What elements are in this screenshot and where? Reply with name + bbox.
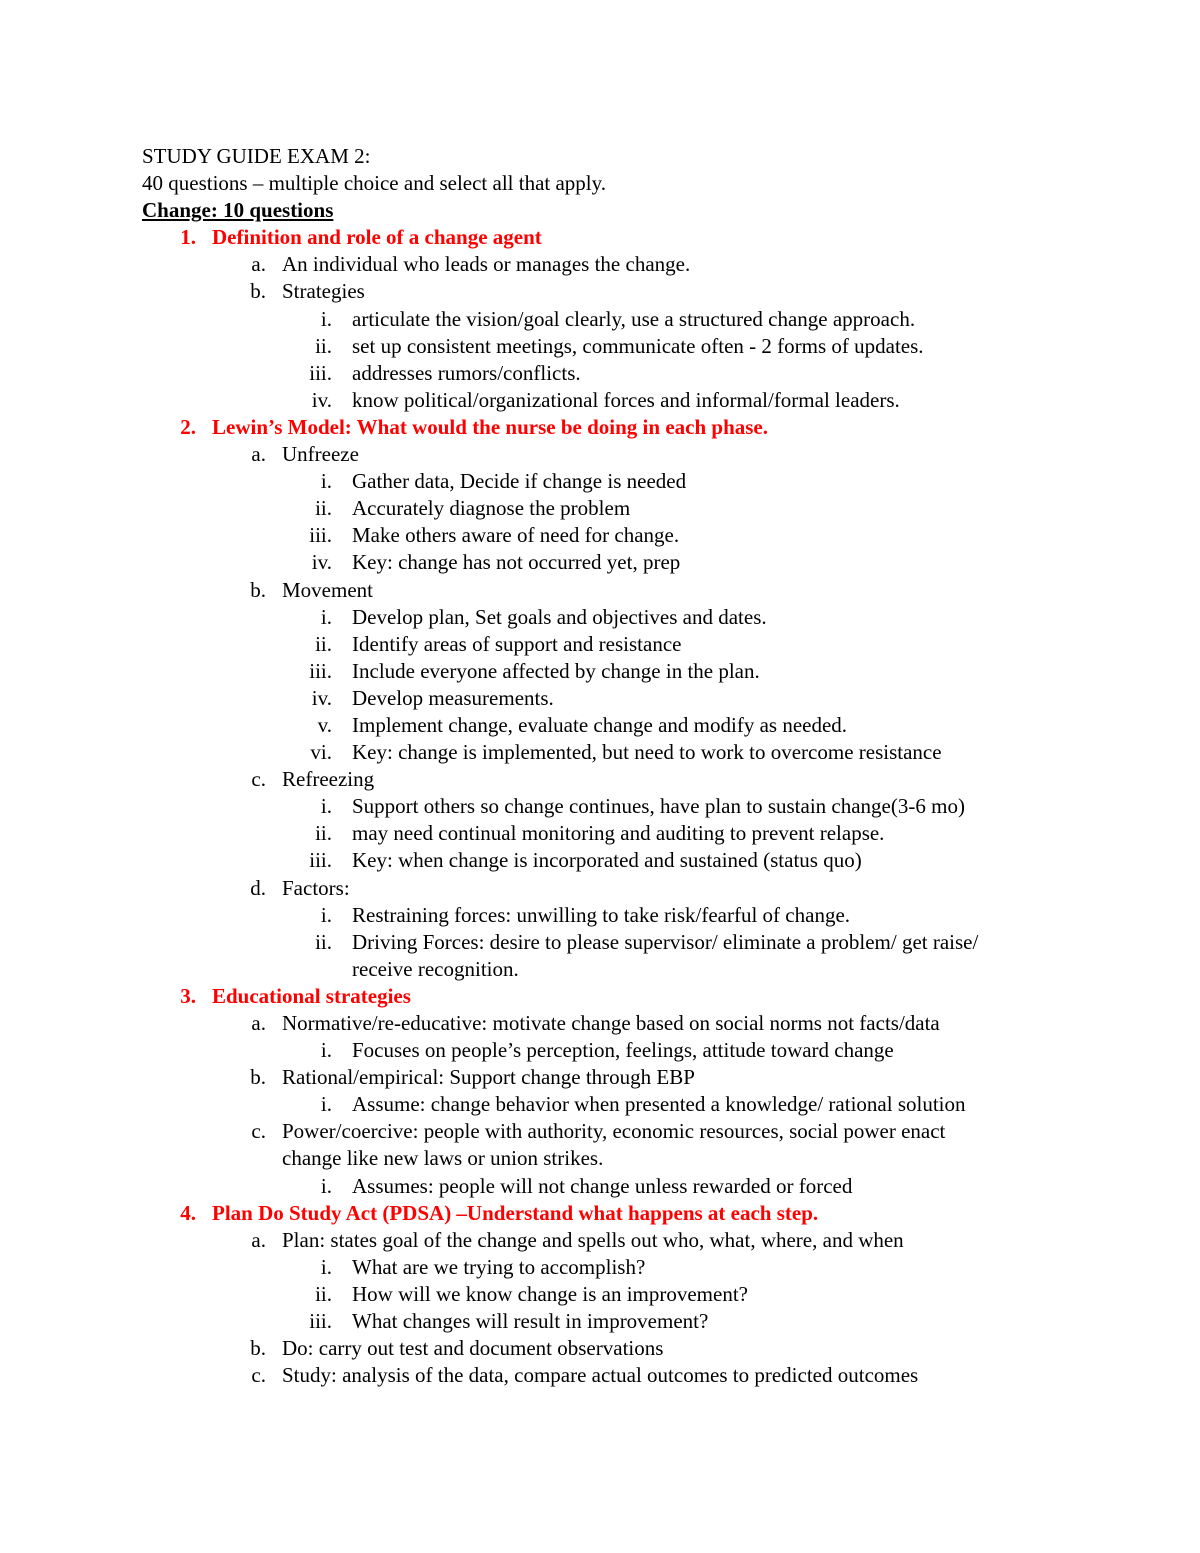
list-marker: b.: [250, 279, 266, 304]
topic-heading: [142, 414, 1102, 441]
sub-list-item: [142, 712, 1102, 739]
list-item-text: Gather data, Decide if change is needed: [352, 469, 687, 494]
list-marker: i.: [320, 1038, 332, 1063]
list-marker: iii.: [309, 658, 332, 683]
list-item-text: How will we know change is an improvement?: [352, 1281, 748, 1306]
list-item: [142, 278, 1102, 305]
list-marker: iii.: [309, 360, 332, 385]
list-item-text: Do: carry out test and document observations: [282, 1336, 664, 1361]
list-marker: ii.: [315, 333, 332, 358]
sub-list-item: [142, 1173, 1102, 1200]
sub-list-item: [142, 306, 1102, 333]
document-subtitle-line: [142, 170, 1102, 197]
list-item-text: Assumes: people will not change unless rewarded or forced: [352, 1173, 853, 1198]
list-item-text: receive recognition.: [352, 956, 519, 981]
list-item-text: Definition and role of a change agent: [212, 225, 542, 250]
list-item-text: Driving Forces: desire to please supervisor/ eliminate a problem/ get raise/: [352, 929, 979, 954]
list-marker: i.: [320, 469, 332, 494]
list-item-text: Study: analysis of the data, compare actual outcomes to predicted outcomes: [282, 1363, 919, 1388]
sub-list-item: [142, 360, 1102, 387]
list-item-text: Rational/empirical: Support change through EBP: [282, 1065, 695, 1090]
list-item: [142, 251, 1102, 278]
list-marker: b.: [250, 1065, 266, 1090]
sub-list-item: [142, 631, 1102, 658]
list-marker: i.: [320, 902, 332, 927]
list-marker: c.: [251, 1363, 266, 1388]
list-marker: 2.: [180, 414, 196, 439]
list-item-text: Normative/re-educative: motivate change based on social norms not facts/data: [282, 1011, 940, 1035]
list-item-text: know political/organizational forces and informal/formal leaders.: [352, 387, 900, 412]
sub-list-item: [142, 793, 1102, 820]
list-marker: a.: [251, 1011, 266, 1035]
list-item-text: Develop measurements.: [352, 685, 554, 710]
list-item-text: change like new laws or union strikes.: [282, 1146, 604, 1171]
list-marker: vi.: [310, 740, 332, 765]
list-item-text: may need continual monitoring and auditing to prevent relapse.: [352, 821, 885, 846]
list-marker: ii.: [315, 496, 332, 521]
list-marker: c.: [251, 767, 266, 792]
list-marker: d.: [250, 875, 266, 900]
sub-list-item: [142, 739, 1102, 766]
list-marker: ii.: [315, 929, 332, 954]
list-item-text: Power/coercive: people with authority, economic resources, social power enact: [282, 1119, 946, 1144]
sub-list-item: [142, 685, 1102, 712]
list-item-text: Lewin’s Model: What would the nurse be doing in each phase.: [212, 414, 768, 439]
list-item-text: Identify areas of support and resistance: [352, 631, 682, 656]
list-item-text: articulate the vision/goal clearly, use a structured change approach.: [352, 306, 916, 331]
list-marker: a.: [251, 1227, 266, 1252]
topic-heading: [142, 1200, 1102, 1227]
list-item-text: Factors:: [282, 875, 350, 900]
list-item-text: Movement: [282, 577, 373, 602]
list-item-text: Implement change, evaluate change and modify as needed.: [352, 712, 848, 737]
list-item-text: Plan Do Study Act (PDSA) –Understand what happens at each step.: [212, 1200, 819, 1225]
list-item: [142, 1335, 1102, 1362]
list-item: [142, 1227, 1102, 1254]
list-marker: 4.: [180, 1200, 196, 1225]
list-marker: i.: [320, 1254, 332, 1279]
list-marker: i.: [320, 1173, 332, 1198]
list-marker: 3.: [180, 983, 196, 1008]
list-item-text: Key: change is implemented, but need to work to overcome resistance: [352, 740, 942, 765]
list-item-text: Assume: change behavior when presented a knowledge/ rational solution: [352, 1092, 966, 1117]
sub-list-item: [142, 658, 1102, 685]
sub-list-item-continuation: [142, 956, 1102, 983]
sub-list-item: [142, 929, 1102, 956]
list-item-text: set up consistent meetings, communicate often - 2 forms of updates.: [352, 333, 924, 358]
list-item-text: Accurately diagnose the problem: [352, 496, 631, 521]
list-marker: v.: [317, 712, 332, 737]
list-marker: iv.: [311, 387, 332, 412]
sub-list-item: [142, 1308, 1102, 1335]
sub-list-item: [142, 468, 1102, 495]
sub-list-item: [142, 549, 1102, 576]
list-marker: i.: [320, 604, 332, 629]
sub-list-item: [142, 902, 1102, 929]
sub-list-item: [142, 820, 1102, 847]
list-marker: iii.: [309, 523, 332, 548]
list-item-text: Educational strategies: [212, 983, 411, 1008]
list-marker: iv.: [311, 685, 332, 710]
list-marker: i.: [320, 306, 332, 331]
list-marker: iv.: [311, 550, 332, 575]
list-item-text: Plan: states goal of the change and spells out who, what, where, and when: [282, 1227, 904, 1252]
list-item-text: Make others aware of need for change.: [352, 523, 680, 548]
list-item-text: Key: change has not occurred yet, prep: [352, 550, 681, 575]
list-item-text: Strategies: [282, 279, 365, 304]
sub-list-item: [142, 1254, 1102, 1281]
document-subtitle: 40 questions – multiple choice and select all that apply.: [142, 171, 607, 196]
list-item-text: Focuses on people’s perception, feelings, attitude toward change: [352, 1038, 894, 1063]
sub-list-item: [142, 847, 1102, 874]
list-item-text: addresses rumors/conflicts.: [352, 360, 581, 385]
list-item-text: An individual who leads or manages the change.: [282, 252, 691, 277]
list-item-text: Refreezing: [282, 767, 375, 792]
list-marker: i.: [320, 1092, 332, 1117]
list-marker: b.: [250, 577, 266, 602]
document-title-line: [142, 143, 1102, 170]
list-item-text: Develop plan, Set goals and objectives and dates.: [352, 604, 767, 629]
sub-list-item: [142, 522, 1102, 549]
section-heading-line: [142, 197, 1102, 224]
list-marker: 1.: [180, 225, 196, 250]
list-item: [142, 577, 1102, 604]
outline-list: [142, 224, 1102, 1389]
document-title: STUDY GUIDE EXAM 2:: [142, 144, 371, 168]
list-item-text: Restraining forces: unwilling to take risk/fearful of change.: [352, 902, 851, 927]
list-marker: a.: [251, 442, 266, 467]
list-item: [142, 1362, 1102, 1389]
sub-list-item: [142, 387, 1102, 414]
list-marker: iii.: [309, 848, 332, 873]
list-item: [142, 441, 1102, 468]
list-item-text: Include everyone affected by change in the plan.: [352, 658, 760, 683]
list-marker: b.: [250, 1336, 266, 1361]
list-item: [142, 1064, 1102, 1091]
sub-list-item: [142, 1091, 1102, 1118]
sub-list-item: [142, 1037, 1102, 1064]
sub-list-item: [142, 495, 1102, 522]
list-item: [142, 1010, 1102, 1037]
list-item-continuation: [142, 1145, 1102, 1172]
list-marker: i.: [320, 794, 332, 819]
list-item-text: Support others so change continues, have plan to sustain change(3-6 mo): [352, 794, 965, 819]
sub-list-item: [142, 1281, 1102, 1308]
sub-list-item: [142, 333, 1102, 360]
list-item: [142, 1118, 1102, 1145]
list-item-text: What changes will result in improvement?: [352, 1309, 709, 1334]
list-item-text: Key: when change is incorporated and sustained (status quo): [352, 848, 862, 873]
list-marker: ii.: [315, 821, 332, 846]
list-marker: c.: [251, 1119, 266, 1144]
document-body: [142, 143, 1102, 1389]
section-heading: Change: 10 questions: [142, 198, 334, 223]
sub-list-item: [142, 604, 1102, 631]
list-item-text: Unfreeze: [282, 442, 359, 467]
list-item-text: What are we trying to accomplish?: [352, 1254, 646, 1279]
list-marker: ii.: [315, 1281, 332, 1306]
topic-heading: [142, 983, 1102, 1010]
list-marker: a.: [251, 252, 266, 277]
list-marker: iii.: [309, 1309, 332, 1334]
list-item: [142, 766, 1102, 793]
list-marker: ii.: [315, 631, 332, 656]
topic-heading: [142, 224, 1102, 251]
list-item: [142, 875, 1102, 902]
